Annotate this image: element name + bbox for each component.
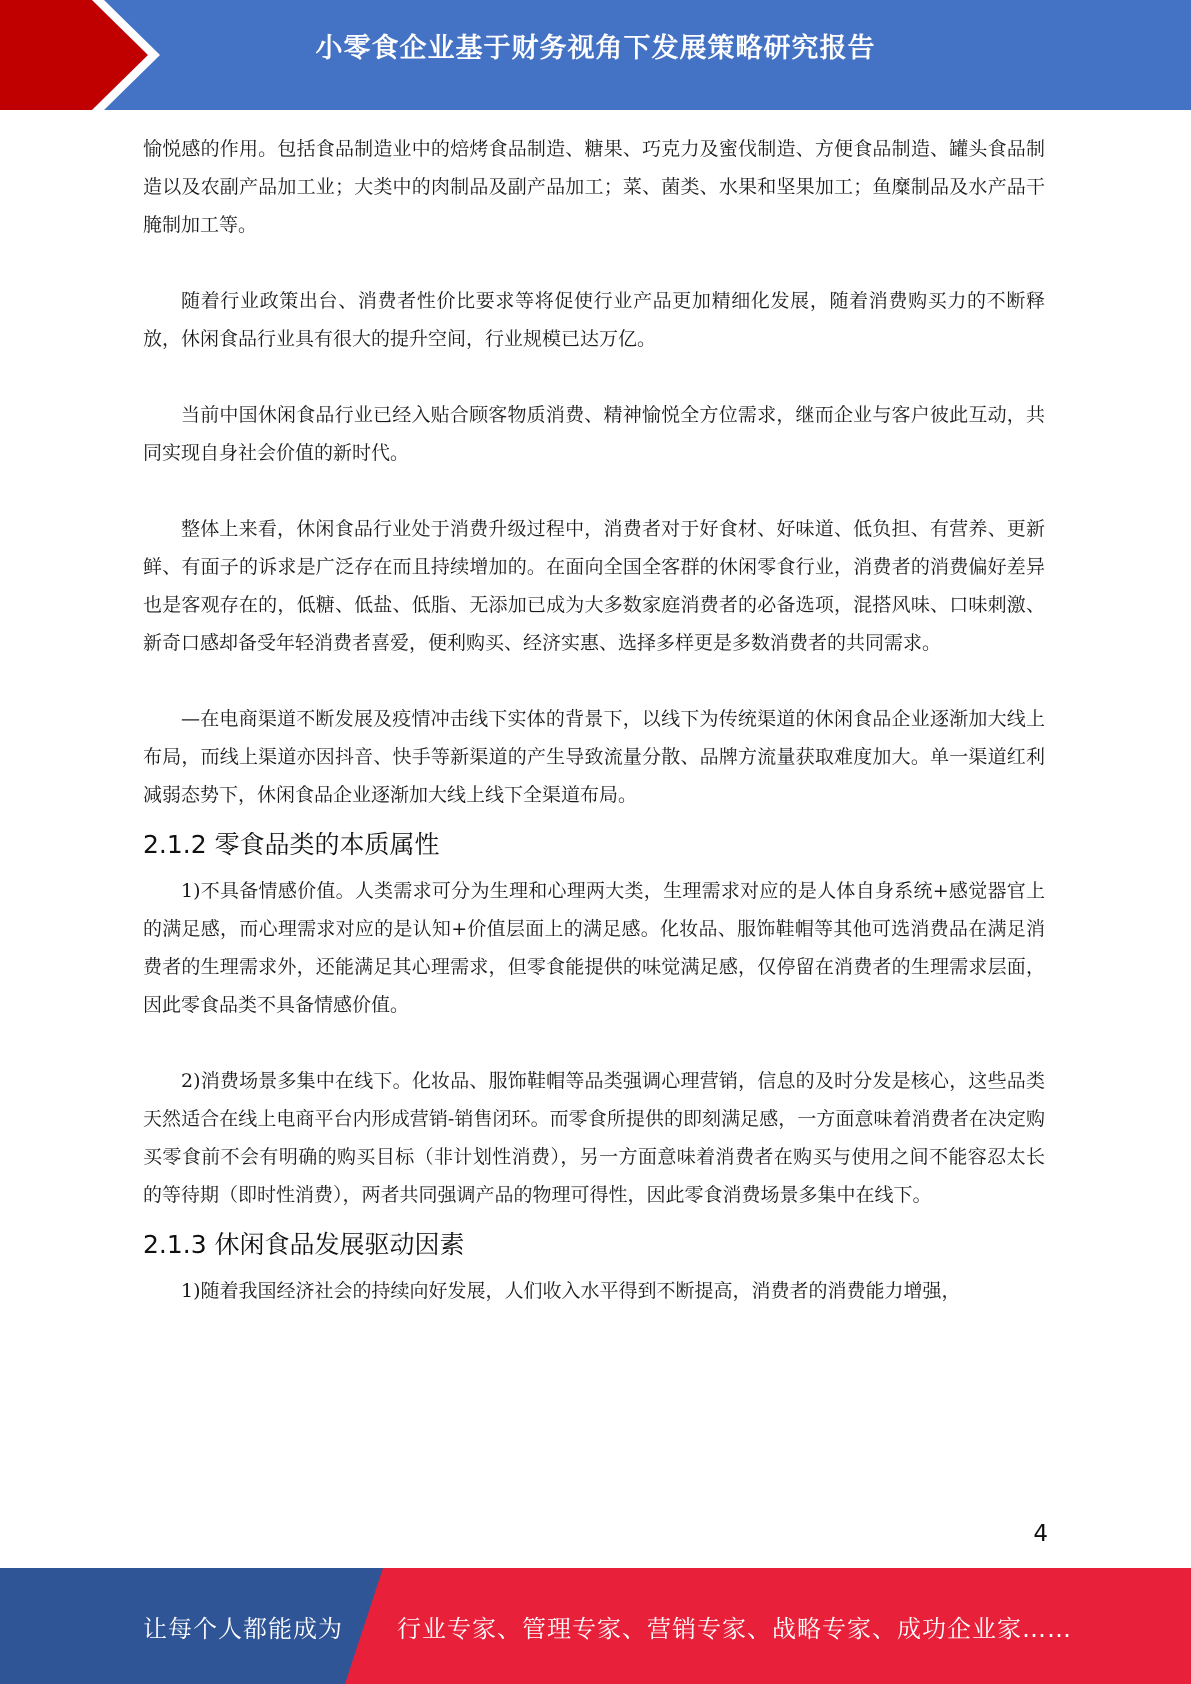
page-footer bbox=[0, 1568, 1191, 1684]
footer-slogan-right: 行业专家、管理专家、营销专家、战略专家、成功企业家…… bbox=[397, 1615, 1072, 1643]
paragraph: 1)不具备情感价值。人类需求可分为生理和心理两大类，生理需求对应的是人体自身系统+感觉器官上的满足感，而心理需求对应的是认知+价值层面上的满足感。化妆品、服饰鞋帽等其他可选消费品在满足消费者的生理需求外，还能满足其心理需求，但零食能提供的味觉满足感，仅停留在消费者的生理需求层面，因此零食品类不具备情感价值。 bbox=[143, 880, 1045, 1016]
section-heading-2-1-2: 2.1.2 零食品类的本质属性 bbox=[143, 830, 440, 859]
paragraph: 随着行业政策出台、消费者性价比要求等将促使行业产品更加精细化发展，随着消费购买力的不断释放，休闲食品行业具有很大的提升空间，行业规模已达万亿。 bbox=[143, 290, 1045, 350]
paragraph: 当前中国休闲食品行业已经入贴合顾客物质消费、精神愉悦全方位需求，继而企业与客户彼此互动，共同实现自身社会价值的新时代。 bbox=[143, 404, 1045, 464]
section-heading-2-1-3: 2.1.3 休闲食品发展驱动因素 bbox=[143, 1230, 465, 1259]
paragraph: 愉悦感的作用。包括食品制造业中的焙烤食品制造、糖果、巧克力及蜜伐制造、方便食品制造、罐头食品制造以及农副产品加工业；大类中的肉制品及副产品加工；菜、菌类、水果和坚果加工；鱼糜制品及水产品干腌制加工等。 bbox=[143, 138, 1045, 236]
page-number: 4 bbox=[1033, 1521, 1048, 1547]
page-body bbox=[143, 130, 1045, 1310]
paragraph: 整体上来看，休闲食品行业处于消费升级过程中，消费者对于好食材、好味道、低负担、有营养、更新鲜、有面子的诉求是广泛存在而且持续增加的。在面向全国全客群的休闲零食行业，消费者的消费偏好差异也是客观存在的，低糖、低盐、低脂、无添加已成为大多数家庭消费者的必备选项，混搭风味、口味刺激、新奇口感却备受年轻消费者喜爱，便利购买、经济实惠、选择多样更是多数消费者的共同需求。 bbox=[143, 518, 1045, 654]
header-title: 小零食企业基于财务视角下发展策略研究报告 bbox=[315, 33, 876, 64]
paragraph: 1)随着我国经济社会的持续向好发展，人们收入水平得到不断提高，消费者的消费能力增强， bbox=[181, 1280, 961, 1302]
paragraph: —在电商渠道不断发展及疫情冲击线下实体的背景下，以线下为传统渠道的休闲食品企业逐渐加大线上布局，而线上渠道亦因抖音、快手等新渠道的产生导致流量分散、品牌方流量获取难度加大。单一渠道红利减弱态势下，休闲食品企业逐渐加大线上线下全渠道布局。 bbox=[143, 708, 1045, 806]
page-header bbox=[0, 0, 1191, 110]
footer-slogan-left: 让每个人都能成为 bbox=[143, 1615, 343, 1643]
paragraph: 2)消费场景多集中在线下。化妆品、服饰鞋帽等品类强调心理营销，信息的及时分发是核心，这些品类天然适合在线上电商平台内形成营销-销售闭环。而零食所提供的即刻满足感，一方面意味着消费者在决定购买零食前不会有明确的购买目标（非计划性消费），另一方面意味着消费者在购买与使用之间不能容忍太长的等待期（即时性消费），两者共同强调产品的物理可得性，因此零食消费场景多集中在线下。 bbox=[143, 1070, 1045, 1206]
